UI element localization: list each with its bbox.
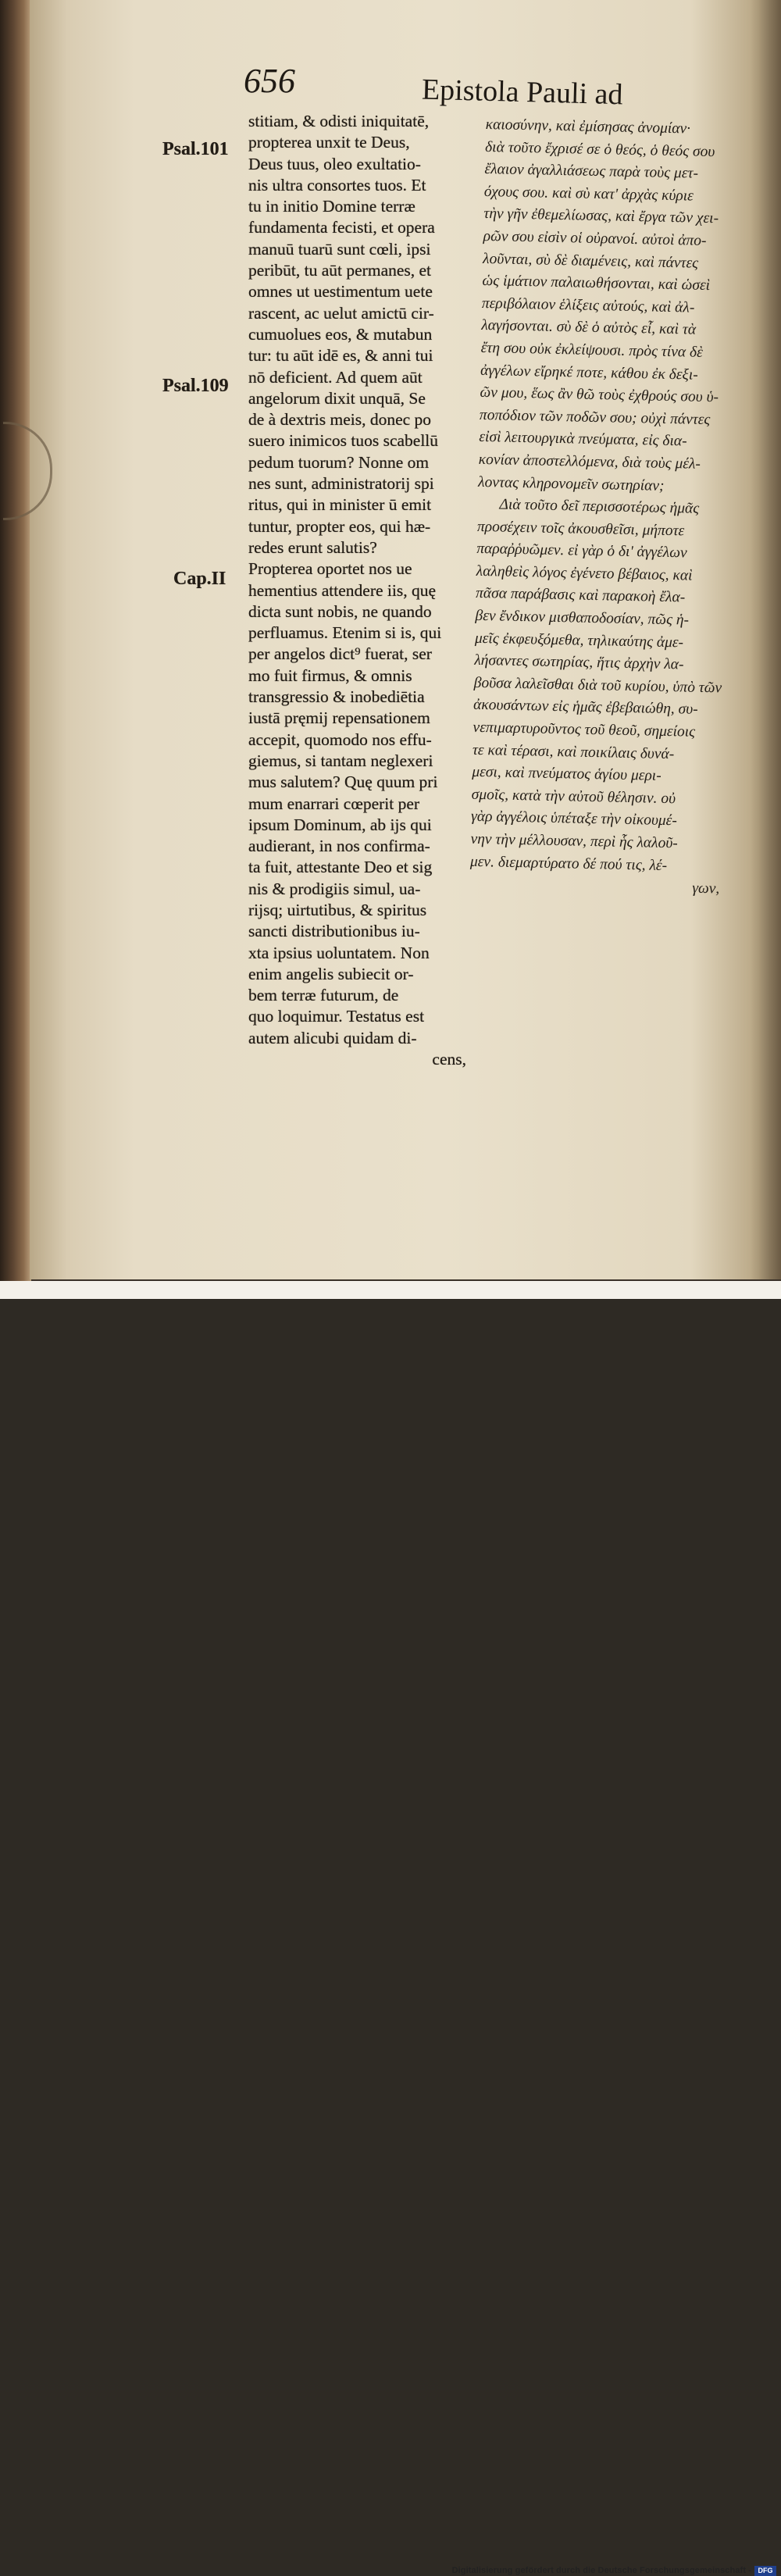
greek-line: ἀκουσάντων εἰς ἡμᾶς ἐβεβαιώθη, συ-	[473, 697, 698, 719]
greek-line: ὡς ἱμάτιον παλαιωθήσονται, καὶ ὡσεὶ	[482, 273, 711, 294]
latin-line: de à dextris meis, donec po	[248, 410, 432, 430]
greek-line: τὴν γῆν ἐθεμελίωσας, καὶ ἔργα τῶν χει-	[483, 205, 719, 227]
latin-line: hementius attendere iis, quę	[248, 580, 437, 600]
greek-line: ἔτη σου οὐκ ἐκλείψουσι. πρὸς τίνα δὲ	[480, 339, 703, 361]
greek-line: κονίαν ἀποστελλόμενα, διὰ τοὺς μέλ-	[478, 451, 701, 473]
latin-line: pedum tuorum? Nonne om	[248, 452, 430, 472]
greek-line: εἰσὶ λειτουργικὰ πνεύματα, εἰς δια-	[479, 429, 687, 450]
greek-line: νεπιμαρτυροῦντος τοῦ θεοῦ, σημείοις	[473, 719, 696, 740]
latin-line: per angelos dict⁹ fuerat, ser	[248, 644, 432, 664]
greek-line: περιβόλαιον ἑλίξεις αὐτούς, καὶ ἀλ-	[481, 294, 695, 316]
greek-line: λαγήσονται. σὺ δὲ ὁ αὐτὸς εἶ, καὶ τὰ	[481, 317, 697, 339]
latin-line: tu in initio Domine terræ	[248, 197, 415, 216]
greek-line: λοντας κληρονομεῖν σωτηρίαν;	[477, 473, 665, 494]
latin-line: iustā pręmij repensationem	[248, 708, 430, 728]
greek-text-column	[469, 114, 767, 901]
latin-line: ritus, qui in minister ū emit	[248, 495, 432, 515]
greek-line: ἀγγέλων εἴρηκέ ποτε, κάθου ἐκ δεξι-	[480, 362, 698, 384]
latin-line: cumuolues eos, & mutabun	[248, 324, 433, 344]
footer-strip	[0, 1281, 781, 2575]
latin-line: transgressio & inobediētia	[248, 687, 425, 707]
greek-line: μεν. διεμαρτύρατο δέ πού τις, λέ-	[469, 853, 668, 874]
greek-line: νην τὴν μέλλουσαν, περὶ ἧς λαλοῦ-	[470, 830, 678, 852]
greek-line: τε καὶ τέρασι, καὶ ποικίλαις δυνά-	[472, 741, 675, 762]
latin-line: redes erunt salutis?	[248, 537, 377, 557]
greek-line: μεσι, καὶ πνεύματος ἁγίου μερι-	[472, 764, 662, 785]
greek-line: ρῶν σου εἰσὶν οἱ οὐρανοί. αὐτοὶ ἀπο-	[483, 227, 707, 249]
latin-line: bem terræ futurum, de	[248, 986, 399, 1005]
latin-line: nes sunt, administratorij spi	[248, 474, 434, 494]
greek-line: γων,	[692, 879, 720, 897]
latin-line: mum enarrari cœperit per	[248, 794, 420, 813]
latin-line: angelorum dixit unquā, Se	[248, 388, 426, 408]
latin-line: cens,	[432, 1050, 466, 1069]
running-head-title: Epistola Pauli ad	[421, 73, 624, 112]
greek-line: όχους σου. καὶ σὺ κατ' ἀρχὰς κύριε	[483, 183, 694, 205]
latin-line: rijsq; uirtutibus, & spiritus	[248, 900, 427, 919]
greek-line: πᾶσα παράβασις καὶ παρακοὴ ἔλα-	[475, 585, 686, 606]
greek-line: λαληθεὶς λόγος ἐγένετο βέβαιος, καὶ	[476, 562, 693, 584]
latin-line: propterea unxit te Deus,	[248, 133, 410, 152]
latin-line: quo loquimur. Testatus est	[248, 1007, 425, 1026]
latin-line: audierant, in nos confirma-	[248, 837, 430, 856]
latin-line: Deus tuus, oleo exultatio-	[248, 154, 421, 173]
latin-line: nis & prodigiis simul, ua-	[248, 879, 421, 898]
greek-line: ποπόδιον τῶν ποδῶν σου; οὐχὶ πάντες	[479, 406, 711, 428]
latin-line: perfluamus. Etenim si is, qui	[248, 623, 442, 643]
latin-line: omnes ut uestimentum uete	[248, 282, 433, 301]
greek-line: Διὰ τοῦτο δεῖ περισσοτέρως ἡμᾶς	[499, 496, 700, 517]
page-number: 656	[244, 62, 295, 100]
greek-line: μεῖς ἐκφευξόμεθα, τηλικαύτης ἀμε-	[474, 630, 684, 651]
latin-line: mus salutem? Quę quum pri	[248, 772, 438, 792]
book-spine	[0, 0, 31, 1281]
latin-line: giemus, si tantam neglexeri	[248, 751, 433, 770]
greek-line: διὰ τοῦτο ἔχρισέ σε ὁ θεός, ὁ θεός σου	[484, 138, 715, 160]
digitization-credit: Digitalisierung gefördert durch die Deutsche Forschungsgemeinschaft -	[451, 2566, 751, 2575]
latin-line: mo fuit firmus, & omnis	[248, 665, 412, 685]
greek-line: παραῤῥυῶμεν. εἰ γὰρ ὁ δι' ἀγγέλων	[476, 541, 687, 562]
margin-note-psal101: Psal.101	[162, 139, 229, 159]
latin-line: manuū tuarū sunt cœli, ipsi	[248, 239, 431, 259]
latin-line: xta ipsius uoluntatem. Non	[248, 943, 430, 962]
latin-line: fundamenta fecisti, et opera	[248, 218, 435, 237]
latin-line: dicta sunt nobis, ne quando	[248, 601, 432, 621]
greek-line: γὰρ ἀγγέλοις ὑπέταξε τὴν οἰκουμέ-	[470, 808, 678, 830]
latin-line: suero inimicos tuos scabellū	[248, 431, 439, 451]
dfg-logo: DFG	[754, 2566, 776, 2576]
greek-line: σμοῖς, κατὰ τὴν αὐτοῦ θέλησιν. οὐ	[471, 786, 676, 808]
greek-line: ἔλαιον ἀγαλλιάσεως παρὰ τοὺς μετ-	[484, 161, 699, 182]
greek-line: προσέχειν τοῖς ἀκουσθεῖσι, μήποτε	[476, 518, 685, 540]
greek-line: βοῦσα λαλεῖσθαι διὰ τοῦ κυρίου, ὑπὸ τῶν	[473, 674, 722, 697]
latin-text-column	[248, 111, 471, 1070]
latin-line: Propterea oportet nos ue	[248, 559, 412, 579]
margin-note-psal109: Psal.109	[162, 376, 229, 396]
latin-line: autem alicubi quidam di-	[248, 1028, 417, 1047]
greek-line: ῶν μου, ἕως ἂν θῶ τοὺς ἐχθρούς σου ὑ-	[480, 384, 719, 406]
latin-line: accepit, quomodo nos effu-	[248, 730, 432, 749]
latin-line: nō deficient. Ad quem aūt	[248, 367, 423, 387]
latin-line: tur: tu aūt idē es, & anni tui	[248, 346, 433, 366]
latin-line: rascent, ac uelut amictū cir-	[248, 303, 434, 323]
latin-line: nis ultra consortes tuos. Et	[248, 175, 426, 194]
greek-line: καιοσύνην, καὶ ἐμίσησας ἀνομίαν·	[485, 116, 691, 137]
latin-line: sancti distributionibus iu-	[248, 922, 420, 941]
latin-line: ta fuit, attestante Deo et sig	[248, 858, 433, 877]
latin-line: peribūt, tu aūt permanes, et	[248, 261, 432, 280]
latin-line: ipsum Dominum, ab ijs qui	[248, 815, 432, 834]
margin-note-cap2: Cap.II	[173, 569, 226, 589]
greek-line: βεν ἔνδικον μισθαποδοσίαν, πῶς ἡ-	[475, 607, 690, 629]
latin-line: tuntur, propter eos, qui hæ-	[248, 516, 431, 536]
greek-line: λοῦνται, σὺ δὲ διαμένεις, καὶ πάντες	[482, 250, 699, 272]
latin-line: stitiam, & odisti iniquitatē,	[248, 112, 430, 130]
greek-line: λήσαντες σωτηρίας, ἥτις ἀρχὴν λα-	[474, 652, 684, 673]
latin-line: enim angelis subiecit or-	[248, 964, 414, 983]
